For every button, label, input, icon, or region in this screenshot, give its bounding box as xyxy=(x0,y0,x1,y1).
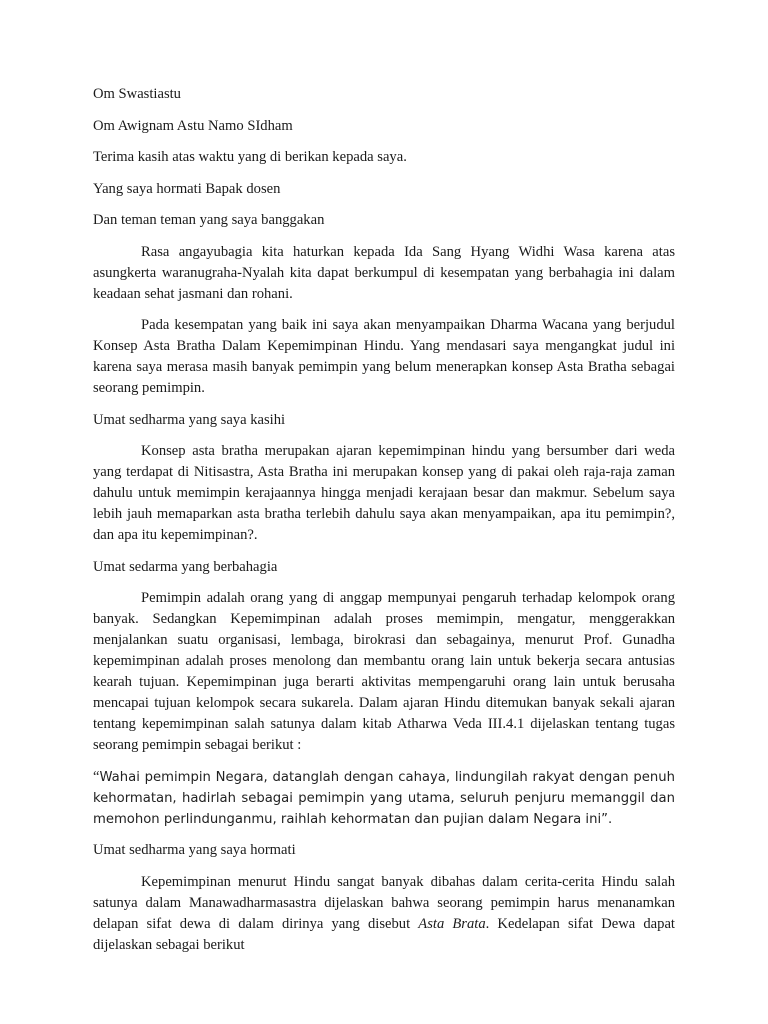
greeting-line-1: Om Swastiastu xyxy=(93,86,181,102)
thanks-line: Terima kasih atas waktu yang di berikan kepada saya. xyxy=(93,149,407,165)
paragraph-5-text-b: . Kedelapan sifat Dewa dapat dijelaskan sebagai berikut xyxy=(93,915,675,953)
paragraph-4: Pemimpin adalah orang yang di anggap mempunyai pengaruh terhadap kelompok orang banyak. Sedangkan Kepemimpinan adalah proses memimpin, mengatur, menggerakkan menjalankan suatu organisasi, lembaga, birokrasi dan sebagainya, menurut Prof. Gunadha kepemimpinan adalah proses menolong dan membantu orang lain untuk bekerja secara antusias kearah tujuan. Kepemimpinan juga berarti aktivitas mempengaruhi orang lain untuk berusaha mencapai tujuan kelompok secara sukarela. Dalam ajaran Hindu ditemukan banyak sekali ajaran tentang kepemimpinan salah satunya dalam kitab Atharwa Veda III.4.1 dijelaskan tentang tugas seorang pemimpin sebagai berikut : xyxy=(93,590,675,753)
paragraph-2: Pada kesempatan yang baik ini saya akan menyampaikan Dharma Wacana yang berjudul Konsep Asta Bratha Dalam Kepemimpinan Hindu. Yang mendasari saya mengangkat judul ini karena saya merasa masih banyak pemimpin yang belum menerapkan konsep Asta Bratha sebagai seorang pemimpin. xyxy=(93,317,675,396)
quote-text: Wahai pemimpin Negara, datanglah dengan cahaya, lindungilah rakyat dengan penuh kehormatan, hadirlah sebagai pemimpin yang utama, seluruh penjuru memanggil dan memohon perlindunganmu, raihlah kehormatan dan pujian dalam Negara ini”. xyxy=(93,769,675,827)
address-line-1: Umat sedharma yang saya kasihi xyxy=(93,411,286,428)
address-line-2: Umat sedarma yang berbahagia xyxy=(93,558,278,575)
paragraph-5 xyxy=(93,872,675,956)
paragraph-3: Konsep asta bratha merupakan ajaran kepemimpinan hindu yang bersumber dari weda yang terdapat di Nitisastra, Asta Bratha ini merupakan konsep yang di pakai oleh raja-raja zaman dahulu untuk memimpin kerajaannya hingga menjadi kerajaan besar dan makmur. Sebelum saya lebih jauh memaparkan asta bratha terlebih dahulu saya akan menyampaikan, apa itu pemimpin?, dan apa itu kepemimpinan?. xyxy=(93,443,675,543)
document-page xyxy=(93,84,675,966)
respect-line-2: Dan teman teman yang saya banggakan xyxy=(93,212,325,228)
respect-line-1: Yang saya hormati Bapak dosen xyxy=(93,180,281,197)
paragraph-5-emphasis: Asta Brata xyxy=(418,915,486,932)
address-line-3: Umat sedharma yang saya hormati xyxy=(93,842,296,858)
greeting-line-2: Om Awignam Astu Namo SIdham xyxy=(93,117,293,134)
paragraph-1: Rasa angayubagia kita haturkan kepada Ida Sang Hyang Widhi Wasa karena atas asungkerta waranugraha-Nyalah kita dapat berkumpul di kesempatan yang berbahagia ini dalam keadaan sehat jasmani dan rohani. xyxy=(93,243,675,302)
quote-open-mark: “ xyxy=(93,768,100,785)
quote-paragraph xyxy=(93,767,675,830)
paragraph-5-text-a: Kepemimpinan menurut Hindu sangat banyak dibahas dalam cerita-cerita Hindu salah satunya dalam Manawadharmasastra dijelaskan bahwa seorang pemimpin harus menanamkan delapan sifat dewa di dalam dirinya yang disebut xyxy=(93,873,675,932)
